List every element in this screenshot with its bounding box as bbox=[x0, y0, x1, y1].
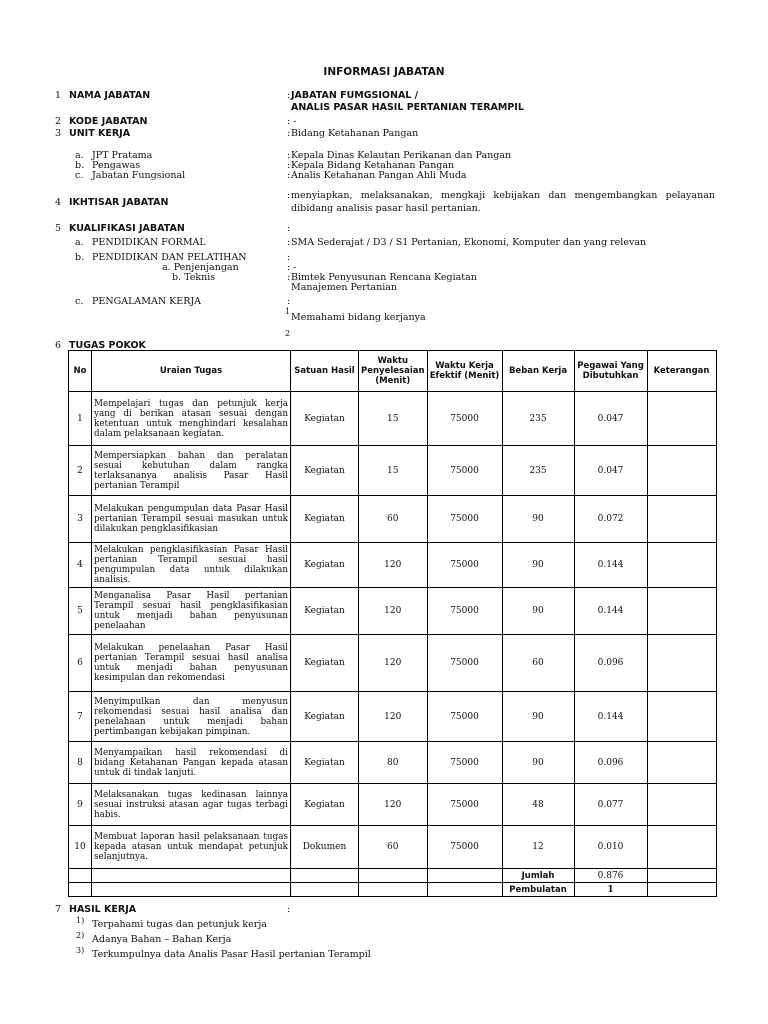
section-label-kualifikasi: KUALIFIKASI JABATAN bbox=[69, 223, 185, 234]
cell-pegawai: 0.096 bbox=[574, 635, 647, 692]
colon: : bbox=[287, 237, 291, 248]
hasil-num: 1) bbox=[76, 916, 85, 925]
unit-sub-value: Kepala Bidang Ketahanan Pangan bbox=[291, 160, 455, 171]
cell-no: 9 bbox=[69, 784, 92, 826]
section-number: 4 bbox=[55, 197, 62, 208]
table-row bbox=[69, 826, 717, 869]
table-row bbox=[69, 784, 717, 826]
cell-efektif: 75000 bbox=[427, 446, 502, 496]
cell-no: 2 bbox=[69, 446, 92, 496]
cell-beban: 90 bbox=[502, 742, 574, 784]
teknis-value-2: Manajemen Pertanian bbox=[291, 282, 398, 293]
empty-cell bbox=[92, 883, 291, 897]
section-number: 7 bbox=[55, 904, 62, 915]
section-label-hasil: HASIL KERJA bbox=[69, 904, 137, 915]
header-pegawai: Pegawai Yang Dibutuhkan bbox=[574, 351, 647, 392]
unit-sub-value: Analis Ketahanan Pangan Ahli Muda bbox=[291, 170, 467, 181]
cell-no: 1 bbox=[69, 392, 92, 446]
cell-beban: 90 bbox=[502, 692, 574, 742]
unit-sub-letter: c. bbox=[75, 170, 84, 181]
cell-no: 6 bbox=[69, 635, 92, 692]
nama-value-1: JABATAN FUMGSIONAL / bbox=[291, 90, 419, 101]
section-number: 1 bbox=[55, 90, 62, 101]
cell-no: 8 bbox=[69, 742, 92, 784]
unit-value: Bidang Ketahanan Pangan bbox=[291, 128, 419, 139]
cell-beban: 90 bbox=[502, 588, 574, 635]
cell-pegawai: 0.010 bbox=[574, 826, 647, 869]
empty-cell bbox=[427, 883, 502, 897]
jumlah-row bbox=[69, 869, 717, 883]
cell-efektif: 75000 bbox=[427, 826, 502, 869]
section-number: 3 bbox=[55, 128, 62, 139]
teknis-value-1: Bimtek Penyusunan Rencana Kegiatan bbox=[291, 272, 477, 283]
cell-keterangan bbox=[647, 635, 716, 692]
cell-beban: 90 bbox=[502, 543, 574, 588]
cell-keterangan bbox=[647, 496, 716, 543]
colon: : bbox=[287, 150, 291, 161]
cell-satuan: Kegiatan bbox=[291, 446, 359, 496]
header-efektif: Waktu Kerja Efektif (Menit) bbox=[427, 351, 502, 392]
header-uraian: Uraian Tugas bbox=[92, 351, 291, 392]
table-header-row bbox=[69, 351, 717, 392]
cell-keterangan bbox=[647, 784, 716, 826]
cell-no: 4 bbox=[69, 543, 92, 588]
cell-waktu: 60 bbox=[359, 826, 428, 869]
cell-uraian: Mempersiapkan bahan dan peralatan sesuai kebutuhan dalam rangka terlaksananya analisis Pasar Hasil pertanian Terampil bbox=[92, 446, 291, 496]
hasil-item: Adanya Bahan – Bahan Kerja bbox=[92, 934, 232, 945]
empty-cell bbox=[359, 883, 428, 897]
colon: : bbox=[287, 252, 291, 263]
empty-cell bbox=[647, 869, 716, 883]
cell-beban: 235 bbox=[502, 392, 574, 446]
cell-beban: 12 bbox=[502, 826, 574, 869]
cell-waktu: 120 bbox=[359, 635, 428, 692]
cell-beban: 235 bbox=[502, 446, 574, 496]
table-row bbox=[69, 496, 717, 543]
cell-efektif: 75000 bbox=[427, 543, 502, 588]
cell-pegawai: 0.144 bbox=[574, 543, 647, 588]
nama-value-2: ANALIS PASAR HASIL PERTANIAN TERAMPIL bbox=[291, 102, 524, 113]
cell-pegawai: 0.096 bbox=[574, 742, 647, 784]
cell-keterangan bbox=[647, 392, 716, 446]
cell-waktu: 15 bbox=[359, 446, 428, 496]
cell-efektif: 75000 bbox=[427, 588, 502, 635]
colon: : bbox=[287, 904, 291, 915]
pembulatan-label: Pembulatan bbox=[502, 883, 574, 897]
ikhtisar-value: menyiapkan, melaksanakan, mengkaji kebijakan dan mengembangkan pelayanan dibidang analisis pasar hasil pertanian. bbox=[291, 190, 715, 214]
cell-waktu: 60 bbox=[359, 496, 428, 543]
colon: : bbox=[287, 128, 291, 139]
section-label-nama: NAMA JABATAN bbox=[69, 90, 151, 101]
jumlah-value: 0.876 bbox=[574, 869, 647, 883]
pembulatan-value: 1 bbox=[574, 883, 647, 897]
table-row bbox=[69, 588, 717, 635]
empty-cell bbox=[427, 869, 502, 883]
cell-uraian: Menganalisa Pasar Hasil pertanian Terampil sesuai hasil pengklasifikasian untuk menjadi bahan penyusunan penelaahan bbox=[92, 588, 291, 635]
cell-keterangan bbox=[647, 588, 716, 635]
cell-efektif: 75000 bbox=[427, 742, 502, 784]
cell-beban: 60 bbox=[502, 635, 574, 692]
empty-cell bbox=[359, 869, 428, 883]
section-number: 2 bbox=[55, 116, 62, 127]
unit-sub-label: Pengawas bbox=[92, 160, 141, 171]
unit-sub-label: Jabatan Fungsional bbox=[92, 170, 186, 181]
teknis-label: b. Teknis bbox=[172, 272, 216, 283]
unit-sub-letter: a. bbox=[75, 150, 84, 161]
header-keterangan: Keterangan bbox=[647, 351, 716, 392]
pendidikan-letter: a. bbox=[75, 237, 84, 248]
empty-cell bbox=[291, 869, 359, 883]
cell-pegawai: 0.047 bbox=[574, 392, 647, 446]
cell-uraian: Melakukan pengumpulan data Pasar Hasil pertanian Terampil sesuai masukan untuk dilakukan pengklasifikasian bbox=[92, 496, 291, 543]
cell-uraian: Melakukan pengklasifikasian Pasar Hasil pertanian Terampil sesuai hasil pengumpulan data untuk dilakukan analisis. bbox=[92, 543, 291, 588]
cell-waktu: 80 bbox=[359, 742, 428, 784]
cell-satuan: Kegiatan bbox=[291, 543, 359, 588]
cell-efektif: 75000 bbox=[427, 392, 502, 446]
hasil-num: 2) bbox=[76, 931, 85, 940]
cell-uraian: Menyimpulkan dan menyusun rekomendasi sesuai hasil analisa dan penelahaan untuk menjadi bahan pertimbangan kebijakan pimpinan. bbox=[92, 692, 291, 742]
unit-sub-letter: b. bbox=[75, 160, 85, 171]
cell-waktu: 15 bbox=[359, 392, 428, 446]
cell-keterangan bbox=[647, 446, 716, 496]
cell-pegawai: 0.047 bbox=[574, 446, 647, 496]
hasil-item: Terkumpulnya data Analis Pasar Hasil pertanian Terampil bbox=[92, 949, 371, 960]
section-label-tugas: TUGAS POKOK bbox=[69, 340, 146, 351]
empty-cell bbox=[69, 869, 92, 883]
cell-satuan: Kegiatan bbox=[291, 588, 359, 635]
cell-beban: 48 bbox=[502, 784, 574, 826]
colon: : bbox=[287, 160, 291, 171]
header-satuan: Satuan Hasil bbox=[291, 351, 359, 392]
pengalaman-label: PENGALAMAN KERJA bbox=[92, 296, 202, 307]
cell-keterangan bbox=[647, 692, 716, 742]
cell-keterangan bbox=[647, 742, 716, 784]
cell-beban: 90 bbox=[502, 496, 574, 543]
pengalaman-item-1: Memahami bidang kerjanya bbox=[291, 312, 426, 323]
colon: : bbox=[287, 296, 291, 307]
section-label-unit: UNIT KERJA bbox=[69, 128, 131, 139]
empty-cell bbox=[647, 883, 716, 897]
cell-keterangan bbox=[647, 826, 716, 869]
section-label-ikhtisar: IKHTISAR JABATAN bbox=[69, 197, 169, 208]
hasil-num: 3) bbox=[76, 946, 85, 955]
cell-waktu: 120 bbox=[359, 543, 428, 588]
cell-no: 7 bbox=[69, 692, 92, 742]
table-row bbox=[69, 692, 717, 742]
table-row bbox=[69, 392, 717, 446]
table-row bbox=[69, 635, 717, 692]
cell-pegawai: 0.072 bbox=[574, 496, 647, 543]
cell-pegawai: 0.077 bbox=[574, 784, 647, 826]
header-waktu: Waktu Penyelesaian (Menit) bbox=[359, 351, 428, 392]
cell-satuan: Kegiatan bbox=[291, 692, 359, 742]
pembulatan-row bbox=[69, 883, 717, 897]
cell-waktu: 120 bbox=[359, 588, 428, 635]
page-title: INFORMASI JABATAN bbox=[323, 66, 445, 78]
hasil-item: Terpahami tugas dan petunjuk kerja bbox=[92, 919, 267, 930]
table-row bbox=[69, 742, 717, 784]
pendidikan-label: PENDIDIKAN FORMAL bbox=[92, 237, 206, 248]
section-number: 6 bbox=[55, 340, 62, 351]
cell-efektif: 75000 bbox=[427, 496, 502, 543]
section-label-kode: KODE JABATAN bbox=[69, 116, 148, 127]
cell-keterangan bbox=[647, 543, 716, 588]
colon: : bbox=[287, 223, 291, 234]
colon: : bbox=[287, 90, 291, 101]
unit-sub-label: JPT Pratama bbox=[92, 150, 153, 161]
colon: : bbox=[287, 190, 291, 201]
cell-pegawai: 0.144 bbox=[574, 588, 647, 635]
empty-cell bbox=[69, 883, 92, 897]
tugas-table bbox=[68, 350, 717, 897]
empty-cell bbox=[92, 869, 291, 883]
penjenjangan-label: a. Penjenjangan bbox=[162, 262, 239, 273]
cell-uraian: Menyampaikan hasil rekomendasi di bidang Ketahanan Pangan kepada atasan untuk di tindak lanjuti. bbox=[92, 742, 291, 784]
cell-efektif: 75000 bbox=[427, 635, 502, 692]
section-number: 5 bbox=[55, 223, 62, 234]
header-no: No bbox=[69, 351, 92, 392]
cell-waktu: 120 bbox=[359, 784, 428, 826]
cell-uraian: Melakukan penelaahan Pasar Hasil pertanian Terampil sesuai hasil analisa untuk menjadi bahan penyusunan kesimpulan dan rekomendasi bbox=[92, 635, 291, 692]
cell-waktu: 120 bbox=[359, 692, 428, 742]
cell-no: 10 bbox=[69, 826, 92, 869]
pengalaman-letter: c. bbox=[75, 296, 84, 307]
table-row bbox=[69, 446, 717, 496]
cell-uraian: Membuat laporan hasil pelaksanaan tugas kepada atasan untuk mendapat petunjuk selanjutnya. bbox=[92, 826, 291, 869]
table-row bbox=[69, 543, 717, 588]
unit-sub-value: Kepala Dinas Kelautan Perikanan dan Pangan bbox=[291, 150, 512, 161]
jumlah-label: Jumlah bbox=[502, 869, 574, 883]
pendidikan-value: SMA Sederajat / D3 / S1 Pertanian, Ekonomi, Komputer dan yang relevan bbox=[291, 237, 647, 248]
header-beban: Beban Kerja bbox=[502, 351, 574, 392]
pelatihan-label: PENDIDIKAN DAN PELATIHAN bbox=[92, 252, 247, 263]
cell-pegawai: 0.144 bbox=[574, 692, 647, 742]
cell-satuan: Kegiatan bbox=[291, 784, 359, 826]
pengalaman-num-2: 2 bbox=[285, 329, 291, 338]
empty-cell bbox=[291, 883, 359, 897]
pelatihan-letter: b. bbox=[75, 252, 85, 263]
cell-uraian: Mempelajari tugas dan petunjuk kerja yang di berikan atasan sesuai dengan ketentuan untuk menghindari kesalahan dalam pelaksanaan kegiatan. bbox=[92, 392, 291, 446]
cell-efektif: 75000 bbox=[427, 784, 502, 826]
cell-efektif: 75000 bbox=[427, 692, 502, 742]
colon: : bbox=[287, 170, 291, 181]
colon: : bbox=[287, 272, 291, 283]
cell-no: 5 bbox=[69, 588, 92, 635]
penjenjangan-value: : - bbox=[287, 262, 297, 273]
cell-uraian: Melaksanakan tugas kedinasan lainnya sesuai instruksi atasan agar tugas terbagi habis. bbox=[92, 784, 291, 826]
kode-value: : - bbox=[287, 116, 297, 127]
cell-no: 3 bbox=[69, 496, 92, 543]
pengalaman-num-1: 1 bbox=[285, 307, 291, 316]
cell-satuan: Dokumen bbox=[291, 826, 359, 869]
cell-satuan: Kegiatan bbox=[291, 635, 359, 692]
cell-satuan: Kegiatan bbox=[291, 392, 359, 446]
cell-satuan: Kegiatan bbox=[291, 742, 359, 784]
cell-satuan: Kegiatan bbox=[291, 496, 359, 543]
